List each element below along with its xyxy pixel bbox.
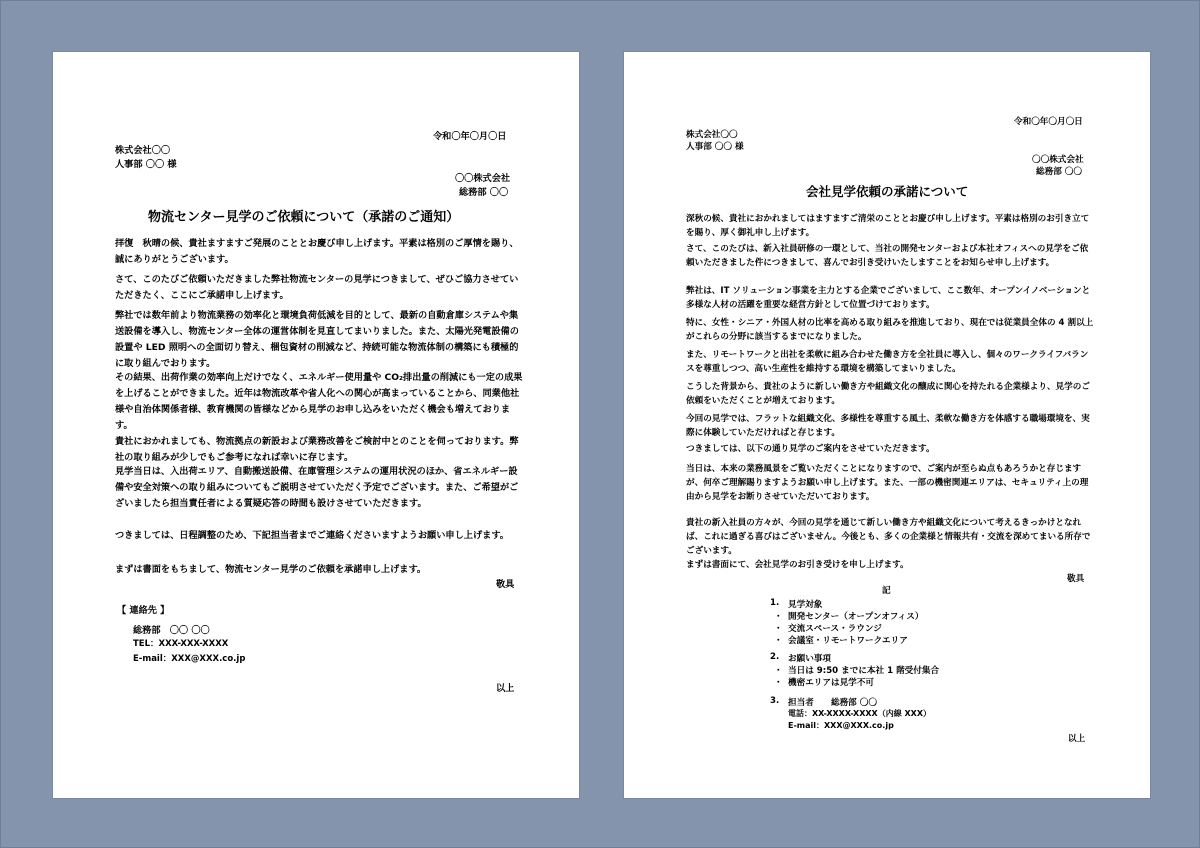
recipient-company: 株式会社〇〇 [115,145,171,156]
recipient-person: 人事部 〇〇 様 [686,142,744,152]
list-item-title: お願い事項 [788,654,831,664]
list-item-title: 見学対象 [788,600,823,610]
list-bullet: ・ [774,678,783,688]
closing-keigu: 敬具 [1067,574,1085,584]
paragraph: つきましては、日程調整のため、下記担当者までご連絡くださいますようお願い申し上げます。 [115,530,509,541]
paragraph: 見学当日は、入出荷エリア、自動搬送設備、在庫管理システムの運用状況のほか、省エネルギー設備や安全対策への取り組みについてもご説明させていただく予定でございます。また、ご希望がございましたら担当責任者による質疑応答の時間も設けさせていただきます。 [115,466,519,509]
paragraph: まずは書面をもちまして、物流センター見学のご依頼を承諾申し上げます。 [115,564,427,575]
paragraph: 深秋の候、貴社におかれましてはますますご清栄のこととお慶び申し上げます。平素は格別のお引き立てを賜り、厚く御礼申し上げます。 [686,214,1090,238]
list-bullet: ・ [774,624,783,634]
sender-company: 〇〇株式会社 [1032,155,1084,165]
paragraph: 弊社では数年前より物流業務の効率化と環境負荷低減を目的として、最新の自動倉庫システムや集送設備を導入し、物流センター全体の運営体制を見直してまいりました。また、太陽光発電設備の設置や LED 照明への全面切り替え、梱包資材の削減など、持続可能な物流体制の構築にも積極的に取り組んでおります。 [115,310,519,369]
contact-heading: 【 連絡先 】 [117,605,170,616]
contact-email: E-mail：XXX@XXX.co.jp [788,721,894,730]
list-bullet: ・ [774,612,783,622]
contact-tel: TEL：XXX-XXX-XXXX [133,639,229,649]
contact-tel: 電話：XX-XXXX-XXXX（内線 XXX） [788,709,931,718]
list-bullet-text: 機密エリアは見学不可 [788,678,874,688]
list-item-title: 担当者 総務部 〇〇 [788,698,877,708]
paragraph: 今回の見学では、フラットな組織文化、多様性を尊重する風土、柔軟な働き方を体感する職場環境を、実際に体験していただければと存じます。 [686,414,1090,438]
paragraph: その結果、出荷作業の効率向上だけでなく、エネルギー使用量や CO₂排出量の削減にも一定の成果を上げることができました。近年は物流改革や省人化への関心が高まっていることから、同業他社様や自治体関係者様、教育機関の皆様などから見学のお申し込みをいただく機会も増えております。 [115,372,523,431]
list-bullet: ・ [774,636,783,646]
recipient-person: 人事部 〇〇 様 [115,159,177,170]
list-bullet-text: 会議室・リモートワークエリア [788,636,908,646]
list-bullet: ・ [774,666,783,676]
sender-company: 〇〇株式会社 [455,173,511,184]
list-bullet-text: 交流スペース・ラウンジ [788,624,882,634]
list-number: 1. [770,598,780,608]
paragraph: また、リモートワークと出社を柔軟に組み合わせた働き方を全社員に導入し、個々のワークライフバランスを尊重しつつ、高い生産性を維持する環境を構築してまいりました。 [686,350,1089,374]
letter-title: 会社見学依頼の承諾について [806,184,969,199]
paragraph: 拝復 秋晴の候、貴社ますますご発展のこととお慶び申し上げます。平素は格別のご厚情を賜り、誠にありがとうございます。 [115,238,519,265]
paragraph: 貴社の新入社員の方々が、今回の見学を通じて新しい働き方や組織文化について考えるきっかけとなれば、これに過ぎる喜びはございません。今後とも、多くの企業様と情報共有・交流を深めてまいる所存でございます。 [686,518,1091,556]
closing-ijou: 以上 [496,683,515,694]
paragraph: 当日は、本来の業務風景をご覧いただくことになりますので、ご案内が至らぬ点もあろうかと存じますが、何卒ご理解賜りますようお願い申し上げます。また、一部の機密関連エリアは、セキュリティ上の理由から見学をお断りさせていただいております。 [686,464,1089,502]
letter-date: 令和〇年〇月〇日 [433,131,507,142]
paragraph: こうした背景から、貴社のように新しい働き方や組織文化の醸成に関心を持たれる企業様より、見学のご依頼をいただくことが増えております。 [686,382,1090,406]
list-bullet-text: 当日は 9:50 までに本社 1 階受付集合 [788,666,940,676]
paragraph: さて、このたびは、新入社員研修の一環として、当社の開発センターおよび本社オフィスへの見学をご依頼いただきました件につきまして、喜んでお引き受けいたしますことをお知らせ申し上げます。 [686,244,1089,268]
paragraph: さて、このたびご依頼いただきました弊社物流センターの見学につきまして、ぜひご協力させていただきたく、ここにご承諾申し上げます。 [115,274,519,301]
closing-keigu: 敬具 [496,579,515,590]
paragraph: 特に、女性・シニア・外国人材の比率を高める取り組みを推進しており、現在では従業員全体の 4 割以上がこれらの分野に該当するまでになりました。 [686,318,1094,342]
sender-department: 総務部 〇〇 [1036,167,1082,177]
paragraph: まずは書面にて、会社見学のお引き受けを申し上げます。 [686,560,909,570]
letter-page-right [624,52,1150,798]
paragraph: 貴社におかれましても、物流拠点の新設および業務改善をご検討中とのことを伺っております。弊社の取り組みが少しでもご参考になれば幸いに存じます。 [115,436,519,463]
letter-title: 物流センター見学のご依頼について（承諾のご通知） [148,210,460,225]
list-number: 3. [770,696,780,706]
contact-email: E-mail：XXX@XXX.co.jp [133,654,246,664]
contact-name: 総務部 〇〇 〇〇 [133,625,210,636]
ki-heading: 記 [882,586,891,596]
closing-ijou: 以上 [1068,734,1086,744]
list-bullet-text: 開発センター（オープンオフィス） [788,612,924,622]
sender-department: 総務部 〇〇 [459,187,509,198]
paragraph: 弊社は、IT ソリューション事業を主力とする企業でございまして、ここ数年、オープンイノベーションと多様な人材の活躍を重要な経営方針として位置づけております。 [686,286,1091,310]
letter-date: 令和〇年〇月〇日 [1014,117,1083,127]
list-number: 2. [770,652,780,662]
recipient-company: 株式会社〇〇 [686,130,738,140]
letter-page-left [53,52,579,798]
paragraph: つきましては、以下の通り見学のご案内をさせていただきます。 [686,444,935,454]
